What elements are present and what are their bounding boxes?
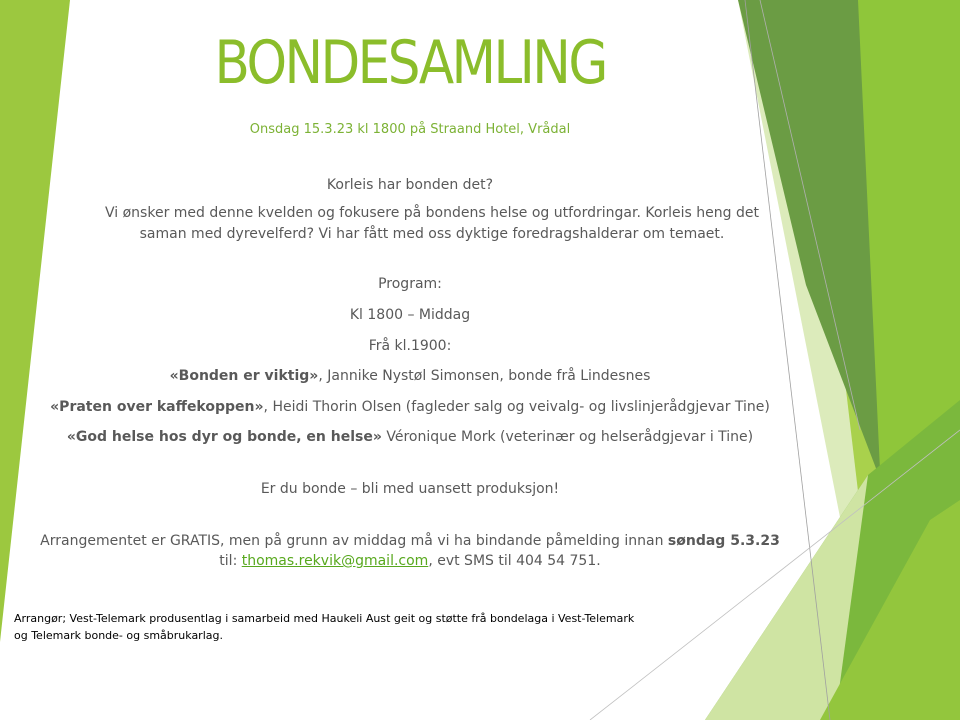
footer-line-2: og Telemark bonde- og småbrukarlag. [14,629,223,642]
date-line: Onsdag 15.3.23 kl 1800 på Straand Hotel, Vrådal [249,122,571,137]
registration-to-label: til: [219,553,242,569]
page-title: BONDESAMLING [214,28,606,98]
program-from: Frå kl.1900: [368,338,452,354]
talk-speaker: , Heidi Thorin Olsen (fagleder salg og veivalg- og livslinjerådgjevar Tine) [263,399,770,415]
registration-sms: , evt SMS til 404 54 751. [428,553,601,569]
registration-text: Arrangementet er GRATIS, men på grunn av middag må vi ha bindande påmelding innan [40,533,668,549]
registration-line-2 [0,551,820,571]
intro-paragraph [72,203,792,245]
registration-line-1 [0,531,820,551]
registration-deadline: søndag 5.3.23 [667,533,780,549]
question-heading: Korleis har bonden det? [326,177,494,193]
intro-line-1: Vi ønsker med denne kvelden og fokusere på bondens helse og utfordringar. Korleis heng det [105,205,759,221]
talk-title: «Praten over kaffekoppen» [50,399,264,415]
intro-line-2: saman med dyrevelferd? Vi har fått med oss dyktige foredragshalderar om temaet. [139,226,725,242]
talk-title: «God helse hos dyr og bonde, en helse» [66,429,382,445]
talk-item [0,427,820,447]
call-to-action: Er du bonde – bli med uansett produksjon! [260,481,560,497]
talk-speaker: , Jannike Nystøl Simonsen, bonde frå Lindesnes [318,368,651,384]
talk-item [0,397,820,417]
program-heading: Program: [378,276,442,292]
email-link[interactable]: thomas.rekvik@gmail.com [241,553,429,569]
footer-line-1: Arrangør; Vest-Telemark produsentlag i samarbeid med Haukeli Aust geit og støtte frå bondelaga i Vest-Telemark [14,612,635,625]
talk-item [0,366,820,386]
organizer-footer [14,610,734,644]
talk-speaker: Véronique Mork (veterinær og helserådgjevar i Tine) [381,429,754,445]
talk-title: «Bonden er viktig» [169,368,319,384]
program-dinner: Kl 1800 – Middag [349,307,471,323]
